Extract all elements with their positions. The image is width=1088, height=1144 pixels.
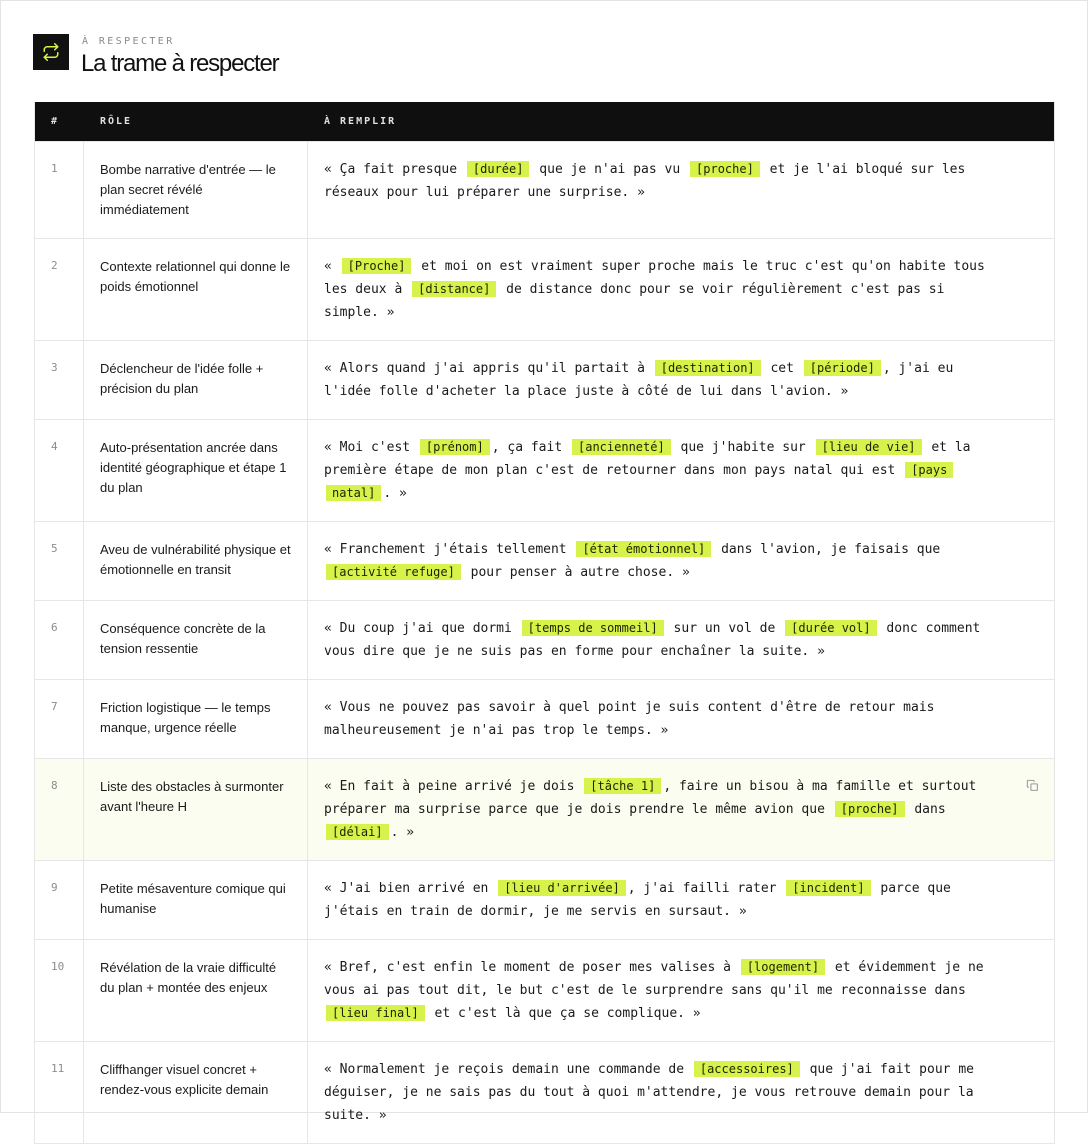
row-template-text (308, 142, 1054, 238)
row-role: Bombe narrative d'entrée — le plan secret révélé immédiatement (84, 142, 308, 238)
table-row[interactable] (35, 939, 1054, 1041)
template-text-segment: que je n'ai pas vu (531, 162, 689, 177)
placeholder-chip: [tâche 1] (584, 778, 661, 794)
table-row[interactable] (35, 141, 1054, 238)
row-role: Friction logistique — le temps manque, urgence réelle (84, 680, 308, 758)
table-row[interactable] (35, 238, 1054, 340)
table-header (35, 102, 1054, 141)
row-role: Petite mésaventure comique qui humanise (84, 861, 308, 939)
row-role: Conséquence concrète de la tension ressentie (84, 601, 308, 679)
placeholder-chip: [proche] (835, 801, 905, 817)
template-text-segment: et évidemment je ne vous ai pas tout dit, le but c'est de le surprendre sans qu'il me reconnaisse dans (324, 960, 984, 998)
template-text-segment: . » (383, 486, 407, 501)
column-header-fill: À REMPLIR (324, 116, 397, 127)
table-row[interactable] (35, 758, 1054, 860)
template-text-segment: « (324, 259, 340, 274)
template-text-segment: et moi on est vraiment super proche mais le truc c'est qu'on habite tous les deux à (324, 259, 985, 297)
row-template-text (308, 1042, 1054, 1143)
row-template-text (308, 940, 1054, 1041)
row-template-text (308, 239, 1054, 340)
placeholder-chip: [logement] (741, 959, 825, 975)
template-text-segment: « Bref, c'est enfin le moment de poser mes valises à (324, 960, 739, 975)
table-row[interactable] (35, 340, 1054, 419)
row-number: 9 (35, 861, 84, 939)
page-title: La trame à respecter (81, 50, 279, 77)
template-text-segment: et c'est là que ça se complique. » (426, 1006, 701, 1021)
template-text-segment: donc comment vous dire que je ne suis pas en forme pour enchaîner la suite. » (324, 621, 981, 659)
placeholder-chip: [durée] (467, 161, 530, 177)
template-text-segment: , ça fait (491, 440, 570, 455)
placeholder-chip: [lieu d'arrivée] (498, 880, 626, 896)
template-text-segment: « Alors quand j'ai appris qu'il partait à (324, 361, 653, 376)
template-text-segment: , j'ai failli rater (627, 881, 785, 896)
row-template-text (308, 601, 1054, 679)
row-template-text (308, 522, 1054, 600)
row-template-text (308, 420, 1054, 521)
template-text-segment: que j'ai fait pour me déguiser, je ne sais pas du tout à quoi m'attendre, je vous retrouve demain pour la suite. » (324, 1062, 974, 1123)
template-text-segment: et la première étape de mon plan c'est de retourner dans mon pays natal qui est (324, 440, 971, 478)
template-text-segment: « Moi c'est (324, 440, 418, 455)
script-table (34, 102, 1055, 1144)
placeholder-chip: [temps de sommeil] (522, 620, 664, 636)
placeholder-chip: [accessoires] (694, 1061, 800, 1077)
template-text-segment: dans l'avion, je faisais que (713, 542, 941, 557)
row-role: Déclencheur de l'idée folle + précision du plan (84, 341, 308, 419)
table-row[interactable] (35, 860, 1054, 939)
row-number: 11 (35, 1042, 84, 1143)
template-text-segment: pour penser à autre chose. » (462, 565, 690, 580)
template-text-segment: « Franchement j'étais tellement (324, 542, 575, 557)
row-role: Liste des obstacles à surmonter avant l'heure H (84, 759, 308, 860)
template-text-segment: « En fait à peine arrivé je dois (324, 779, 583, 794)
row-role: Auto-présentation ancrée dans identité géographique et étape 1 du plan (84, 420, 308, 521)
placeholder-chip: [ancienneté] (572, 439, 671, 455)
placeholder-chip: [activité refuge] (326, 564, 461, 580)
template-text-segment: , j'ai eu l'idée folle d'acheter la place juste à côté de lui dans l'avion. » (324, 361, 954, 399)
template-text-segment: parce que j'étais en train de dormir, je me servis en sursaut. » (324, 881, 951, 919)
column-header-role: RÔLE (100, 116, 133, 127)
row-role: Révélation de la vraie difficulté du plan + montée des enjeux (84, 940, 308, 1041)
row-number: 5 (35, 522, 84, 600)
template-text-segment: « Du coup j'ai que dormi (324, 621, 520, 636)
row-number: 8 (35, 759, 84, 860)
row-template-text (308, 341, 1054, 419)
placeholder-chip: [pays natal] (326, 462, 953, 501)
row-role: Aveu de vulnérabilité physique et émotionnelle en transit (84, 522, 308, 600)
row-number: 4 (35, 420, 84, 521)
placeholder-chip: [délai] (326, 824, 389, 840)
placeholder-chip: [période] (804, 360, 881, 376)
row-role: Contexte relationnel qui donne le poids émotionnel (84, 239, 308, 340)
section-eyebrow: À RESPECTER (82, 36, 175, 47)
row-template-text (308, 861, 1054, 939)
placeholder-chip: [état émotionnel] (576, 541, 711, 557)
template-text-segment: . » (390, 825, 415, 840)
table-row[interactable] (35, 521, 1054, 600)
placeholder-chip: [prénom] (420, 439, 490, 455)
placeholder-chip: [lieu final] (326, 1005, 425, 1021)
placeholder-chip: [Proche] (342, 258, 412, 274)
template-text-segment: cet (762, 361, 802, 376)
table-row[interactable] (35, 419, 1054, 521)
row-template-text (308, 680, 1054, 758)
table-row[interactable] (35, 679, 1054, 758)
row-template-text (308, 759, 1054, 860)
placeholder-chip: [destination] (655, 360, 761, 376)
placeholder-chip: [distance] (412, 281, 496, 297)
table-row[interactable] (35, 600, 1054, 679)
table-body (35, 141, 1054, 1143)
template-text-segment: « J'ai bien arrivé en (324, 881, 497, 896)
template-text-segment: « Ça fait presque (324, 162, 465, 177)
row-number: 10 (35, 940, 84, 1041)
template-text-segment: « Vous ne pouvez pas savoir à quel point je suis content d'être de retour mais malheureusement je n'ai pas trop le temps. » (324, 700, 935, 738)
copy-icon[interactable] (1024, 777, 1040, 793)
placeholder-chip: [durée vol] (785, 620, 876, 636)
row-number: 2 (35, 239, 84, 340)
table-row[interactable] (35, 1041, 1054, 1143)
template-text-segment: que j'habite sur (672, 440, 814, 455)
template-text-segment: dans (906, 802, 946, 817)
template-text-segment: de distance donc pour se voir régulièrement c'est pas si simple. » (324, 282, 945, 320)
template-text-segment: et je l'ai bloqué sur les réseaux pour lui préparer une surprise. » (324, 162, 966, 200)
placeholder-chip: [proche] (690, 161, 760, 177)
row-number: 6 (35, 601, 84, 679)
column-header-number: # (51, 116, 60, 127)
row-number: 7 (35, 680, 84, 758)
template-text-segment: « Normalement je reçois demain une commande de (324, 1062, 692, 1077)
row-number: 3 (35, 341, 84, 419)
placeholder-chip: [lieu de vie] (816, 439, 922, 455)
template-text-segment: sur un vol de (665, 621, 784, 636)
row-role: Cliffhanger visuel concret + rendez-vous explicite demain (84, 1042, 308, 1143)
row-number: 1 (35, 142, 84, 238)
repeat-icon (33, 34, 69, 70)
placeholder-chip: [incident] (786, 880, 870, 896)
template-text-segment: , faire un bisou à ma famille et surtout préparer ma surprise parce que je dois prendre le même avion que (324, 779, 977, 817)
